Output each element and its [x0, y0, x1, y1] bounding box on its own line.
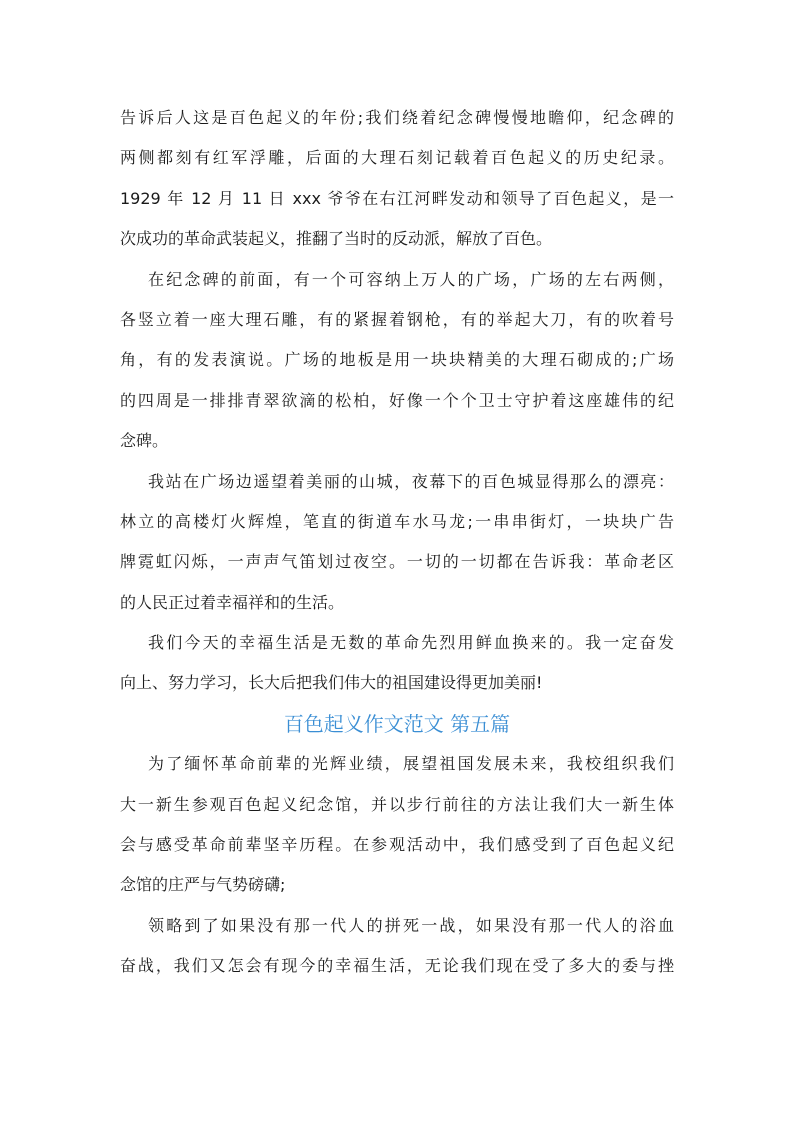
text-line: 牌霓虹闪烁，一声声气笛划过夜空。一切的一切都在告诉我：革命老区	[120, 552, 674, 572]
text-line: 向上、努力学习，长大后把我们伟大的祖国建设得更加美丽!	[120, 673, 543, 693]
document-page	[120, 98, 674, 987]
text-line: 我们今天的幸福生活是无数的革命先烈用鲜血换来的。我一定奋发	[148, 633, 674, 653]
text-line: 角，有的发表演说。广场的地板是用一块块精美的大理石砌成的;广场	[120, 350, 674, 370]
text-line: 我站在广场边遥望着美丽的山城，夜幕下的百色城显得那么的漂亮：	[148, 471, 674, 491]
text-line: 林立的高楼灯火辉煌，笔直的街道车水马龙;一串串街灯，一块块广告	[120, 511, 674, 531]
text-line: 大一新生参观百色起义纪念馆，并以步行前往的方法让我们大一新生体	[120, 794, 674, 814]
text-line: 念馆的庄严与气势磅礴;	[120, 875, 286, 895]
text-line: 1929 年 12 月 11 日 xxx 爷爷在右江河畔发动和领导了百色起义，是一	[120, 188, 674, 208]
text-line: 的四周是一排排青翠欲滴的松柏，好像一个个卫士守护着这座雄伟的纪	[120, 390, 674, 410]
text-line: 各竖立着一座大理石雕，有的紧握着钢枪，有的举起大刀，有的吹着号	[120, 309, 674, 329]
text-line: 会与感受革命前辈坚辛历程。在参观活动中，我们感受到了百色起义纪	[120, 835, 674, 855]
paragraph	[120, 906, 674, 987]
paragraph	[120, 260, 674, 462]
text-line: 为了缅怀革命前辈的光辉业绩，展望祖国发展未来，我校组织我们	[148, 754, 674, 774]
section-heading: 百色起义作文范文 第五篇	[283, 711, 511, 736]
text-line: 告诉后人这是百色起义的年份;我们绕着纪念碑慢慢地瞻仰，纪念碑的	[120, 108, 674, 127]
paragraph	[120, 462, 674, 624]
text-line: 领略到了如果没有那一代人的拼死一战，如果没有那一代人的浴血	[148, 915, 674, 935]
paragraph	[120, 623, 674, 704]
text-line: 两侧都刻有红军浮雕，后面的大理石刻记载着百色起义的历史纪录。	[120, 148, 674, 168]
text-line: 的人民正过着幸福祥和的生活。	[120, 592, 345, 612]
text-line: 念碑。	[120, 431, 169, 451]
paragraph	[120, 744, 674, 906]
text-line: 次成功的革命武装起义，推翻了当时的反动派，解放了百色。	[120, 229, 553, 249]
text-line: 奋战，我们又怎会有现今的幸福生活，无论我们现在受了多大的委与挫	[120, 956, 674, 976]
paragraph	[120, 98, 674, 260]
text-line: 在纪念碑的前面，有一个可容纳上万人的广场，广场的左右两侧，	[148, 269, 674, 289]
